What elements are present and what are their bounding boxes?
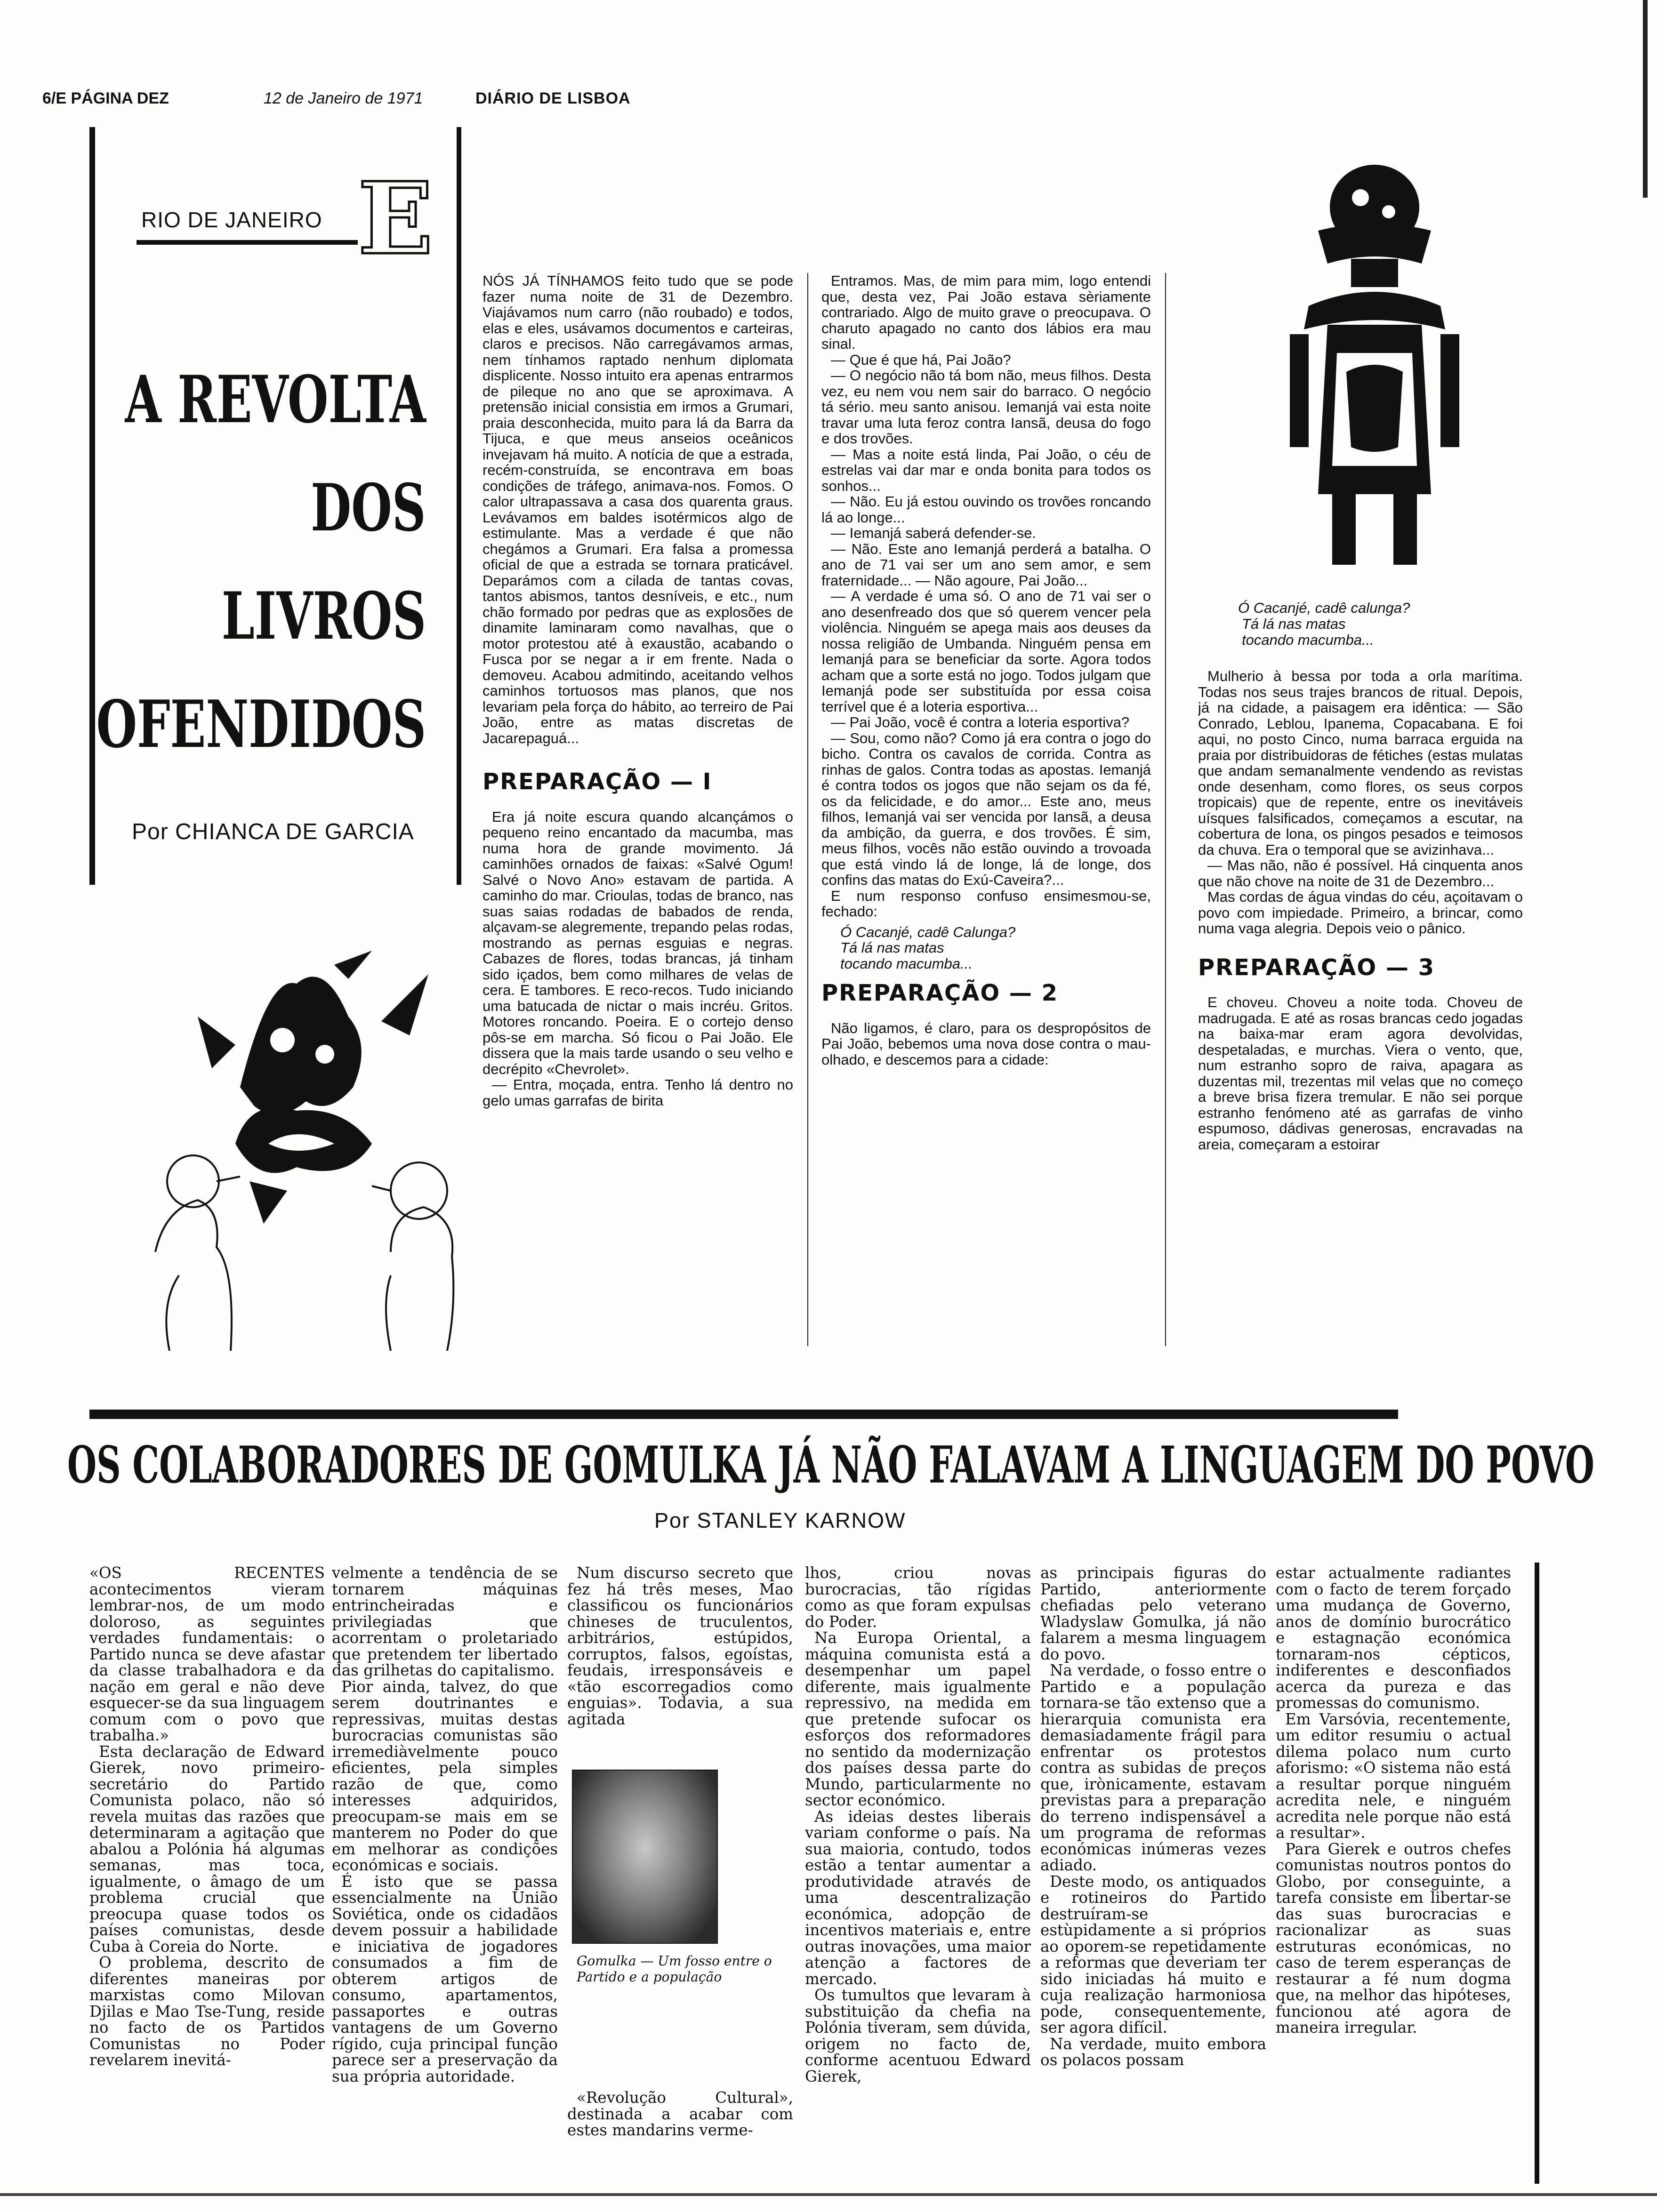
article-column-5: [1040, 1565, 1266, 2181]
paragraph: as principais figuras do Partido, anteriormente chefiadas pelo veterano Wladyslaw Gomulka, já não falarem a mesma linguagem do povo.: [1040, 1565, 1266, 1663]
paragraph: Os tumultos que levaram à substituição da chefia na Polónia tiveram, sem dúvida, origem no facto de, conforme acentuou Edward Gierek,: [805, 1986, 1031, 2085]
paragraph: É isto que se passa essencialmente na União Soviética, onde os cidadãos devem possuir a habilidade e iniciativa de jogadores consumados a fim de obterem artigos de consumo, apartamentos, passaportes e outras vantagens de um Governo rígido, cuja principal função parece ser a preservação da sua própria autoridade.: [332, 1872, 558, 2085]
paragraph: Para Gierek e outros chefes comunistas noutros pontos do Globo, por conseguinte, a tarefa consiste em libertar-se das suas burocracias e racionalizar as suas estruturas económicas, no caso de terem esperanças de restaurar a fé num dogma que, na melhor das hipóteses, funcionou até agora de maneira irregular.: [1276, 1840, 1511, 2036]
gomulka-portrait: [572, 1770, 718, 1944]
city-rule: [137, 240, 358, 245]
macumba-illustration: [127, 946, 475, 1355]
headline-line-2: DOS: [311, 469, 426, 546]
newspaper-name: DIÁRIO DE LISBOA: [475, 89, 631, 107]
page-bottom-rule: [0, 2193, 1657, 2196]
paragraph: — A verdade é uma só. O ano de 71 vai ser o ano desenfreado dos que só querem vencer pela violência. Ninguém se apega mais aos deuses da nossa religião de Umbanda. Ninguém pensa em Iemanjá para se beneficiar da sorte. Agora todos acham que a sorte está no jogo. Todos julgam que Iemanjá pode ser substituída por essa coisa terrível que é a loteria esportiva...: [821, 588, 1151, 715]
article-column-6: [1276, 1565, 1511, 2181]
caption-line: Tá lá nas matas: [1242, 616, 1346, 632]
illustration-caption: [1238, 600, 1464, 648]
paragraph: velmente a tendência de se tornarem máquinas entrincheiradas e privilegiadas que acorrentam o proletariado que pretendem ter libertado das grilhetas do capitalismo.: [332, 1565, 558, 1679]
paragraph: Esta declaração de Edward Gierek, novo primeiro-secretário do Partido Comunista polaco, não só revela muitas das razões que determinaram a agitação que abalou a Polónia há algumas semanas, mas toca, igualmente, o âmago de um problema crucial que preocupa quase todos os países comunistas, desde Cuba à Coreia do Norte.: [89, 1742, 325, 1956]
city-label: RIO DE JANEIRO: [141, 208, 322, 232]
verse-line: Ó Cacanjé, cadê Calunga?: [840, 923, 1016, 940]
caption-line: Ó Cacanjé, cadê calunga?: [1238, 600, 1410, 616]
paragraph: Pior ainda, talvez, do que serem doutrinantes e repressivas, muitas destas burocracias comunistas são irremediàvelmente pouco eficientes, pela simples razão de que, como interesses adquiridos, preocupam-se mais em se manterem no Poder do que em melhorar as condições económicas e sociais.: [332, 1677, 558, 1874]
caption-line: tocando macumba...: [1242, 632, 1374, 648]
paragraph: «OS RECENTES acontecimentos vieram lembrar-nos, de um modo doloroso, as seguintes verdades fundamentais: o Partido nunca se deve afastar da classe trabalhadora e da nação em geral e não deve esquecer-se da sua linguagem comum com o povo que trabalha.»: [89, 1565, 325, 1744]
article-column-1: [89, 1565, 325, 2181]
paragraph: — Pai João, você é contra a loteria esportiva?: [831, 714, 1130, 730]
paragraph: — Não. Eu já estou ouvindo os trovões roncando lá ao longe...: [821, 493, 1151, 526]
paragraph: — Mas a noite está linda, Pai João, o céu de estrelas vai dar mar e onda bonita para todos os sonhos...: [821, 446, 1151, 494]
paragraph: — Não. Este ano Iemanjá perderá a batalha. O ano de 71 vai ser um ano sem amor, e sem fraternidade... — Não agoure, Pai João...: [821, 540, 1151, 589]
paragraph: Mulherio à bessa por toda a orla marítima. Todas nos seus trajes brancos de ritual. Depois, já na cidade, a paisagem era idêntica: — São Conrado, Leblou, Ipanema, Copacabana. E foi aqui, no posto Cinco, numa barraca erguida na praia por distribuidoras de fétiches (estas mulatas que andam semanalmente vendendo as revistas onde desenham, como flores, os seus corpos tropicais) que de repente, entre os inevitáveis uísques falsificados, começamos a escutar, na cobertura de lona, os pingos pesados e teimosos da chuva. Era o temporal que se avizinhava...: [1198, 668, 1523, 858]
paragraph: Na verdade, muito embora os polacos possam: [1040, 2035, 1266, 2069]
article-headline: OS COLABORADORES DE GOMULKA JÁ NÃO FALAVAM A LINGUAGEM DO POVO: [67, 1435, 1594, 1495]
section-letter: E: [358, 160, 434, 277]
paragraph: — Mas não, não é possível. Há cinquenta anos que não chove na noite de 31 de Dezembro...: [1198, 857, 1523, 890]
paragraph: estar actualmente radiantes com o facto de terem forçado uma mudança de Governo, anos de domínio burocrático e estagnação económica tornaram-nos cépticos, indiferentes e desconfiados acerca da pureza e das promessas do comunismo.: [1276, 1565, 1511, 1712]
feature-column-1: [483, 273, 793, 1351]
feature-byline: Por CHIANCA DE GARCIA: [132, 819, 414, 844]
edge-mark: [1643, 0, 1648, 198]
verse-line: Tá lá nas matas: [840, 939, 944, 956]
paragraph: Mas cordas de água vindas do céu, açoitavam o povo com impiedade. Primeiro, a brincar, como numa vaga alegria. Depois veio o pânico.: [1198, 889, 1523, 937]
paragraph: NÓS JÁ TÍNHAMOS feito tudo que se pode fazer numa noite de 31 de Dezembro. Viajávamos num carro (não roubado) e todos, elas e eles, usávamos documentos e carteiras, claros e precisos. Não carregávamos armas, nem tínhamos raptado nenhum diplomata displicente. Nosso intuito era apenas entrarmos de pileque no ano que se aproximava. A pretensão inicial consistia em irmos a Grumari, praia desconhecida, muito para lá da Barra da Tijuca, e que meus anseios oceânicos invejavam há muito. A notícia de que a estrada, recém-construída, se encontrava em boas condições de tráfego, animava-nos. Fomos. O calor ultrapassava a casa dos quarenta graus. Levávamos em baldes isotérmicos algo de estimulante. Mas a verdade é que não chegámos a Grumari. Era falsa a promessa oficial de que a estrada se tornara praticável. Deparámos com a cilada de tantas covas, tantos abismos, tantos desníveis, e etc., num chão formado por pedras que as explosões de dinamite laminaram como navalhas, que o motor protestou até à exaustão, acabando o Fusca por se negar a ir em frente. Nada o demoveu. Acabou admitindo, aceitando velhos caminhos tortuosos mas planos, que nos levariam pela força do hábito, ao terreiro de Pai João, entre as matas discretas de Jacarepaguá...: [483, 273, 793, 746]
paragraph: — Sou, como não? Como já era contra o jogo do bicho. Contra os cavalos de corrida. Contra as rinhas de galos. Contra todas as apostas. Iemanjá é contra todos os jogos que não sejam os da fé, os da felicidade, e do amor... Este ano, meus filhos, Iemanjá vai ser vencida por Iansã, a deusa da ambição, da guerra, e dos trovões. É sim, meus filhos, vocês não estão ouvindo a trovoada que está vindo lá de longe, lá de longe, dos confins das matas do Exú-Caveira?...: [821, 729, 1151, 888]
article-column-4: [805, 1565, 1031, 2181]
paragraph: «Revolução Cultural», destinada a acabar com estes mandarins verme-: [567, 2090, 793, 2139]
page-masthead: [42, 89, 654, 108]
section-divider: [89, 1410, 1398, 1419]
paragraph: E num responso confuso ensimesmou-se, fechado:: [821, 887, 1151, 920]
subheading-preparacao-3: PREPARAÇÃO — 3: [1198, 954, 1435, 981]
page-number: 6/E PÁGINA DEZ: [42, 89, 169, 107]
feature-column-2: [821, 273, 1151, 1351]
column-rule: [807, 273, 808, 1346]
paragraph: O problema, descrito de diferentes maneiras por marxistas como Milovan Djilas e Mao Tse-Tung, reside no facto de os Partidos Comunistas no Poder revelarem inevitá-: [89, 1954, 325, 2069]
paragraph: Na Europa Oriental, a máquina comunista está a desempenhar um papel diferente, mais igualmente repressivo, na medida em que pretende sufocar os esforços dos reformadores no sentido da modernização dos países dessa parte do Mundo, particularmente no sector económico.: [805, 1629, 1031, 1809]
verse-line: tocando macumba...: [840, 955, 973, 972]
paragraph: Deste modo, os antiquados e rotineiros do Partido destruíram-se estùpidamente a si próprios ao oporem-se repetidamente a reformas que deveriam ter sido iniciadas há muito e cuja realização harmoniosa pode, consequentemente, ser agora difícil.: [1040, 1872, 1266, 2036]
column-rule: [1165, 273, 1166, 1346]
headline-line-3: LIVROS: [221, 577, 426, 654]
article-right-rule: [1535, 1563, 1539, 2184]
article-column-2: [332, 1565, 558, 2181]
headline-line-1: A REVOLTA: [125, 361, 426, 438]
feature-column-3: [1198, 668, 1523, 1351]
headline-line-4: OFENDIDOS: [96, 686, 426, 762]
article-column-3: [567, 1565, 793, 1763]
paragraph: lhos, criou novas burocracias, tão rígidas como as que foram expulsas do Poder.: [805, 1565, 1031, 1631]
paragraph: Era já noite escura quando alcançámos o pequeno reino encantado da macumba, mas numa hora de grande movimento. Já caminhões ornados de faixas: «Salvé Ogum! Salvé o Novo Ano» estavam de partida. A caminho do mar. Crioulas, todas de branco, nas suas saias rodadas de babados de renda, alçavam-se alegremente, trepando pelas rodas, mostrando as pernas esguias e negras. Cabazes de flores, todas brancas, já tinham sido içados, bem como milhares de velas de cera. E tambores. E reco-recos. Tudo iniciando uma batucada de nictar o mais incréu. Gritos. Motores roncando. Poeira. E o cortejo denso pôs-se em marcha. Só ficou o Pai João. Ele dissera que la mais tarde usando o seu velho e decrépito «Chevrolet».: [483, 808, 793, 1077]
paragraph: As ideias destes liberais variam conforme o país. Na sua maioria, contudo, todos estão a tentar aumentar a produtividade através de uma descentralização económica, adopção de incentivos materiais e, entre outras inovações, uma maior atenção a factores de mercado.: [805, 1807, 1031, 1988]
paragraph: Não ligamos, é claro, para os despropósitos de Pai João, bebemos uma nova dose contra o mau-olhado, e descemos para a cidade:: [821, 1019, 1151, 1068]
calunga-illustration: [1280, 155, 1469, 569]
issue-date: 12 de Janeiro de 1971: [264, 89, 423, 107]
paragraph: — Que é que há, Pai João?: [831, 351, 1011, 368]
article-byline: Por STANLEY KARNOW: [654, 1508, 906, 1532]
paragraph: E choveu. Choveu a noite toda. Choveu de madrugada. E até as rosas brancas cedo jogadas na baixa-mar eram agora devolvidas, despetaladas, e murchas. Viera o vento, que, num estranho sopro de raiva, apagara as duzentas mil, trezentas mil velas que no começo a breve brisa fizera tremular. E não sei porque estranho fenómeno até as garrafas de vinho espumoso, dádivas generosas, encravadas na areia, começaram a estoirar: [1198, 994, 1523, 1153]
paragraph: Num discurso secreto que fez há três meses, Mao classificou os funcionários chineses de truculentos, arbitrários, estúpidos, corruptos, falsos, egoístas, feudais, irresponsáveis e «tão escorregadios como enguias». Todavia, a sua agitada: [567, 1565, 793, 1728]
subheading-preparacao-1: PREPARAÇÃO — I: [483, 769, 712, 795]
paragraph: Em Varsóvia, recentemente, um editor resumiu o actual dilema polaco num curto aforismo: «O sistema não está a resultar porque ninguém acredita nele, e ninguém acredita nele porque não está a resultar».: [1276, 1710, 1511, 1842]
verse: [821, 924, 1151, 972]
paragraph: Entramos. Mas, de mim para mim, logo entendi que, desta vez, Pai João estava sèriamente contrariado. Algo de muito grave o preocupava. O charuto apagado no canto dos lábios era mau sinal.: [821, 273, 1151, 352]
paragraph: — Entra, moçada, entra. Tenho lá dentro no gelo umas garrafas de birita: [483, 1076, 793, 1109]
article-column-3-continued: [567, 2090, 793, 2184]
paragraph: Na verdade, o fosso entre o Partido e a população tornara-se tão extenso que a hierarquia comunista era demasiadamente frágil para enfrentar os protestos contra as subidas de preços que, irònicamente, estavam previstas para a preparação do terreno indispensável a um programa de reformas económicas inúmeras vezes adiado.: [1040, 1661, 1266, 1874]
subheading-preparacao-2: PREPARAÇÃO — 2: [821, 980, 1058, 1006]
paragraph: — O negócio não tá bom não, meus filhos. Desta vez, eu nem vou nem sair do barraco. O negócio tá sério. meu santo anisou. Iemanjá vai esta noite travar uma luta feroz contra Iansã, deusa do fogo e dos trovões.: [821, 367, 1151, 447]
photo-caption: Gomulka — Um fosso entre o Partido e a população: [577, 1953, 772, 1985]
paragraph: — Iemanjá saberá defender-se.: [831, 525, 1036, 541]
